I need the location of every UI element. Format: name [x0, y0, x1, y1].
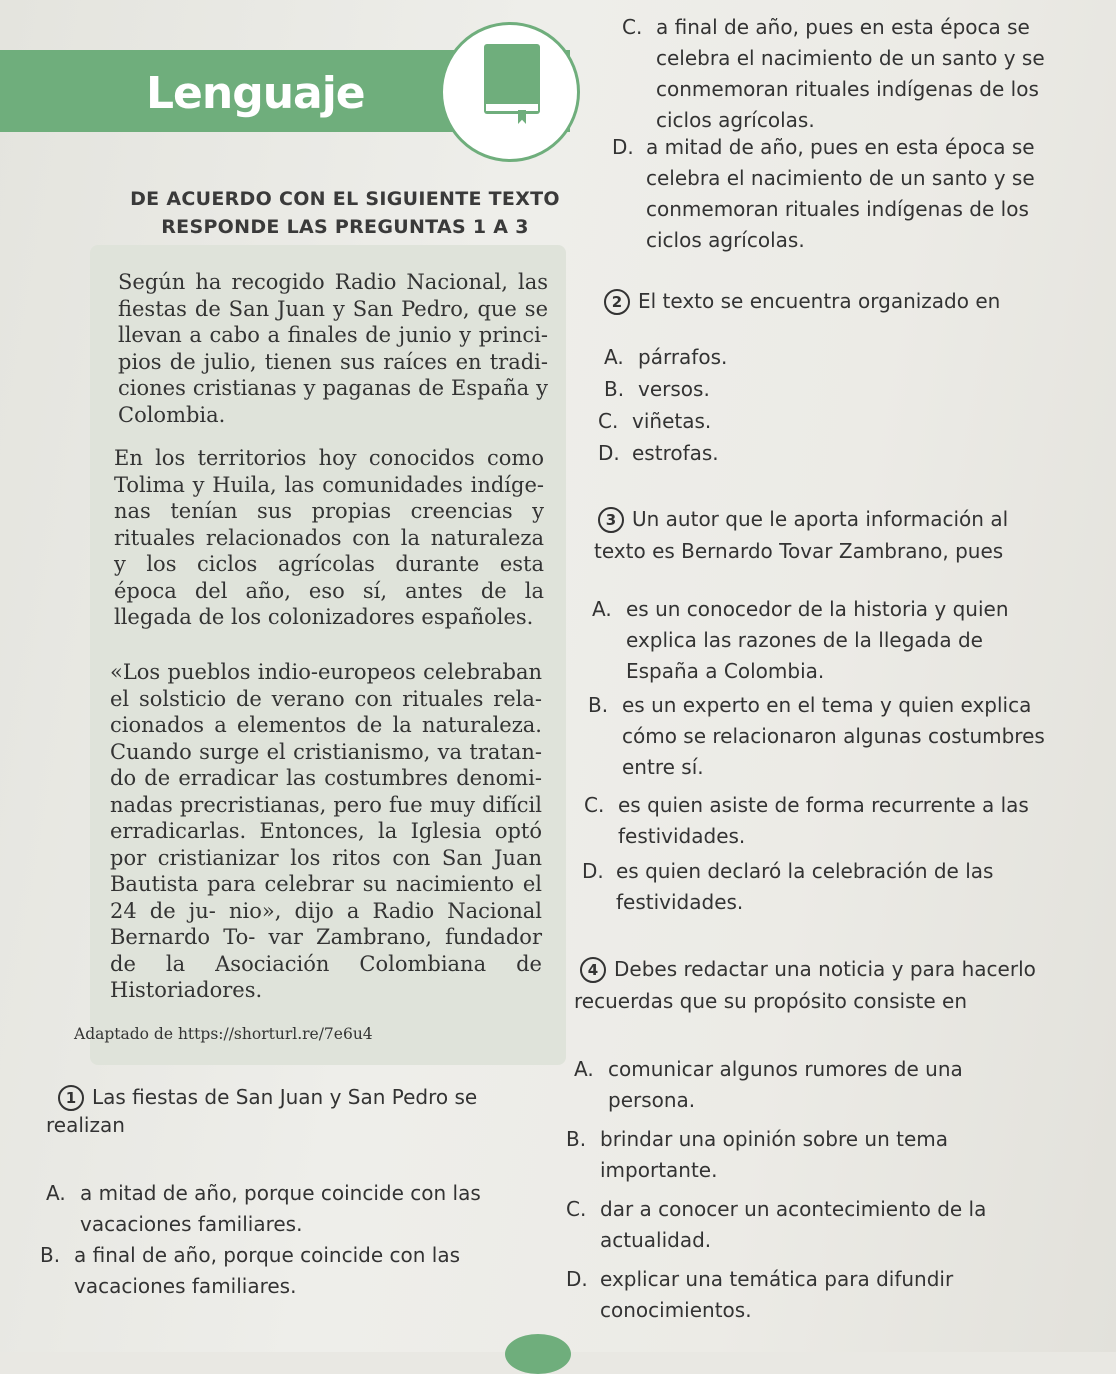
q2-option-d[interactable]: D. estrofas.	[598, 441, 719, 465]
question-3-stem: 3 Un autor que le aporta información al	[598, 504, 1108, 535]
q3-option-c[interactable]: C. es quien asiste de forma recurrente a las festividades.	[584, 793, 1029, 848]
q1-option-c[interactable]: C. a final de año, pues en esta época se celebra el nacimiento de un santo y se conmemoran rituales indígenas de los ciclos agrícolas.	[622, 15, 1045, 132]
instructions-line-1: DE ACUERDO CON EL SIGUIENTE TEXTO	[130, 188, 560, 210]
book-icon-pages	[486, 104, 538, 111]
question-2-number: 2	[604, 289, 630, 315]
q4-option-a[interactable]: A. comunicar algunos rumores de una persona.	[574, 1057, 963, 1112]
question-3-stem-line-2: texto es Bernardo Tovar Zambrano, pues	[594, 539, 1004, 563]
reading-paragraph-3: «Los pueblos indio-europeos celebraban el solsticio de verano con rituales rela- cionados a elementos de la naturaleza. Cuando surge el cristianismo, va tratan- do de erradicar las costumbres denomi- nadas precristianas, pero fue muy difícil erradicarlas. Entonces, la Iglesia optó por cristianizar los ritos con San Juan Bautista para celebrar su nacimiento el 24 de ju- nio», dijo a Radio Nacional Bernardo To- var Zambrano, fundador de la Asociación Colombiana de Historiadores.	[110, 660, 542, 1002]
question-1-stem: 1 Las fiestas de San Juan y San Pedro se	[58, 1082, 558, 1113]
question-2-stem: 2 El texto se encuentra organizado en	[604, 286, 1104, 317]
instructions-line-2: RESPONDE LAS PREGUNTAS 1 A 3	[161, 216, 529, 238]
question-4-stem: 4 Debes redactar una noticia y para hacerlo	[580, 954, 1100, 985]
reading-passage	[74, 245, 566, 1065]
section-title: Lenguaje	[146, 68, 365, 119]
q2-option-c[interactable]: C. viñetas.	[598, 409, 712, 433]
q2-option-a[interactable]: A. párrafos.	[604, 345, 728, 369]
q1-option-b[interactable]: B. a final de año, porque coincide con las vacaciones familiares.	[40, 1243, 461, 1298]
question-1-stem-line-2: realizan	[46, 1113, 125, 1137]
q3-option-d[interactable]: D. es quien declaró la celebración de las festividades.	[582, 859, 994, 914]
page-number-tab	[505, 1334, 571, 1374]
question-3-number: 3	[598, 507, 624, 533]
question-4-stem-line-2: recuerdas que su propósito consiste en	[574, 989, 967, 1013]
q4-option-d[interactable]: D. explicar una temática para difundir conocimientos.	[566, 1267, 954, 1322]
q1-option-d[interactable]: D. a mitad de año, pues en esta época se celebra el nacimiento de un santo y se conmemoran rituales indígenas de los ciclos agrícolas.	[612, 135, 1035, 252]
q3-option-a[interactable]: A. es un conocedor de la historia y quien explica las razones de la llegada de España a Colombia.	[592, 597, 1009, 683]
q1-option-a[interactable]: A. a mitad de año, porque coincide con las vacaciones familiares.	[46, 1181, 481, 1236]
reading-paragraph-1: Según ha recogido Radio Nacional, las fiestas de San Juan y San Pedro, que se llevan a cabo a finales de junio y princi- pios de julio, tienen sus raíces en tradi- ciones cristianas y paganas de España y Colombia.	[118, 270, 548, 427]
question-4-number: 4	[580, 957, 606, 983]
q4-option-b[interactable]: B. brindar una opinión sobre un tema importante.	[566, 1127, 949, 1182]
reading-paragraph-2: En los territorios hoy conocidos como Tolima y Huila, las comunidades indíge- nas tenían sus propias creencias y rituales relacionados con la naturaleza y los ciclos agrícolas durante esta época del año, eso sí, antes de la llegada de los colonizadores españoles.	[114, 446, 544, 629]
q4-option-c[interactable]: C. dar a conocer un acontecimiento de la actualidad.	[566, 1197, 987, 1252]
reading-source: Adaptado de https://shorturl.re/7e6u4	[74, 1025, 373, 1043]
question-1-number: 1	[58, 1085, 84, 1111]
q3-option-b[interactable]: B. es un experto en el tema y quien explica cómo se relacionaron algunas costumbres entre sí.	[588, 693, 1045, 779]
q2-option-b[interactable]: B. versos.	[604, 377, 710, 401]
